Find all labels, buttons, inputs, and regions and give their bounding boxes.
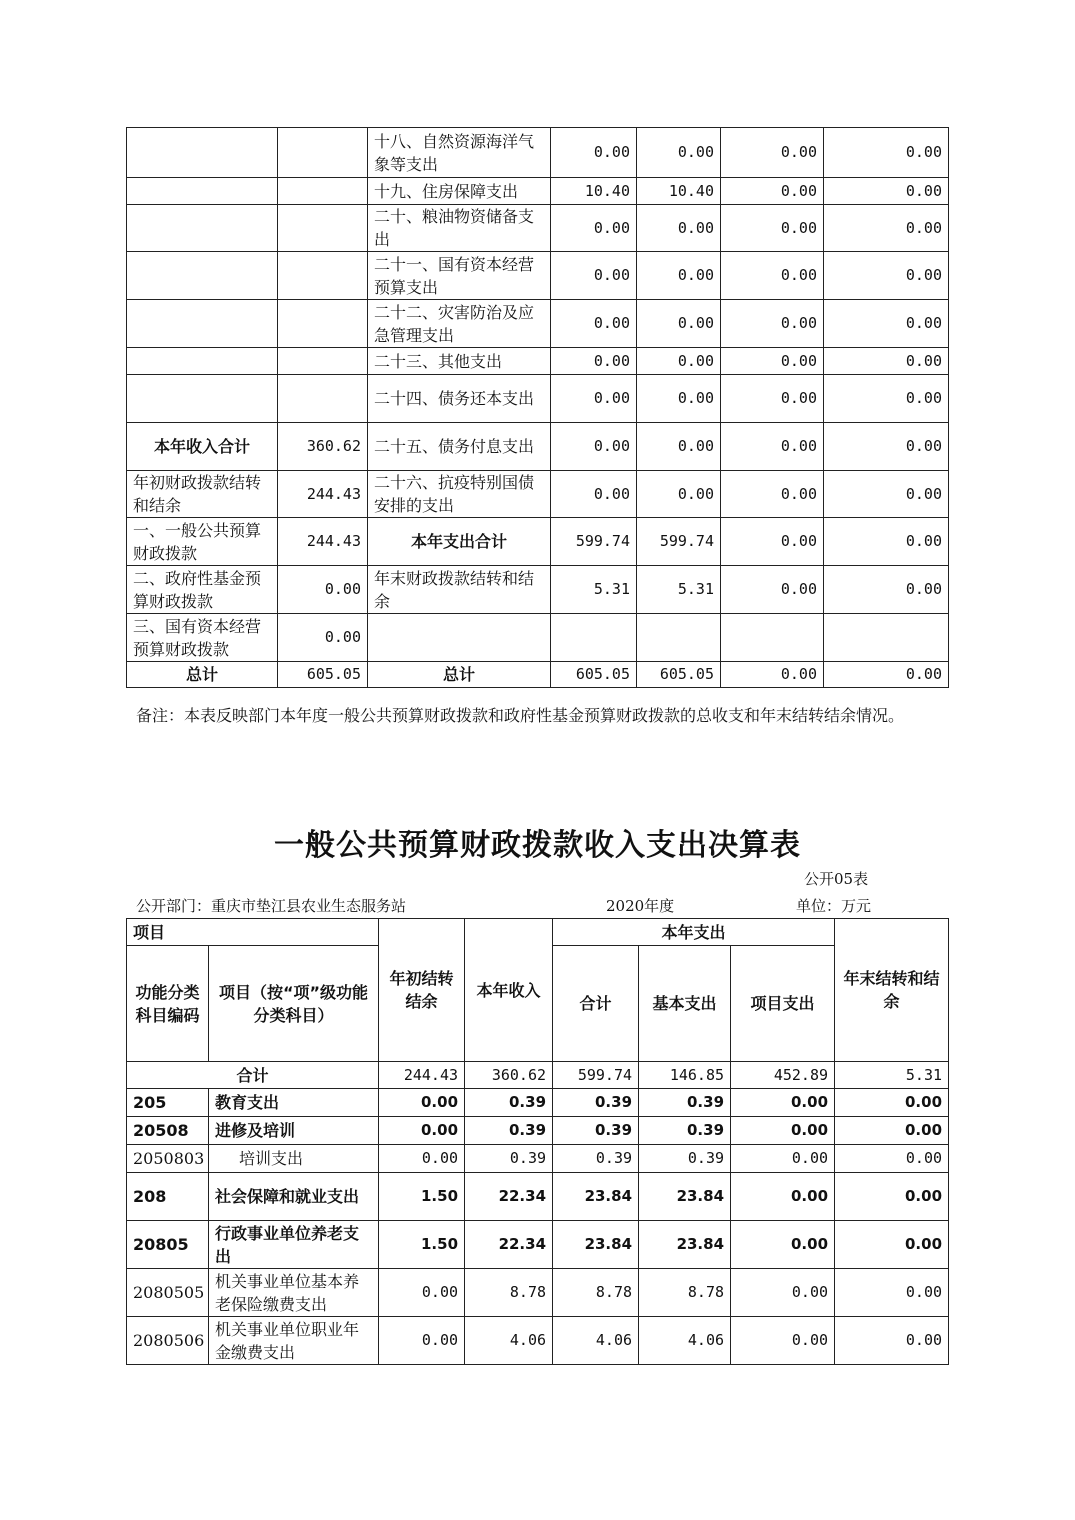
header-begin-balance: 年初结转结余 — [379, 919, 465, 1062]
function-code-cell: 205 — [127, 1089, 209, 1117]
header-income: 本年收入 — [465, 919, 553, 1062]
table-row — [127, 1317, 949, 1365]
value-cell: 0.00 — [721, 662, 824, 688]
value-cell: 0.00 — [721, 566, 824, 614]
value-cell: 605.05 — [551, 662, 637, 688]
expense-item-cell: 二十一、国有资本经营预算支出 — [368, 252, 551, 300]
value-cell: 0.00 — [731, 1117, 835, 1145]
value-cell: 0.00 — [721, 205, 824, 252]
value-cell: 0.00 — [721, 423, 824, 471]
revenue-item-cell — [127, 205, 278, 252]
value-cell: 146.85 — [639, 1062, 731, 1089]
table-row — [127, 1145, 949, 1173]
expense-item-cell: 二十五、债务付息支出 — [368, 423, 551, 471]
value-cell: 0.00 — [637, 423, 721, 471]
function-name-cell: 教育支出 — [209, 1089, 379, 1117]
value-cell: 0.00 — [551, 348, 637, 375]
revenue-amount-cell — [278, 178, 368, 205]
table-row — [127, 1269, 949, 1317]
general-budget-table — [126, 918, 949, 1365]
function-code-cell: 2050803 — [127, 1145, 209, 1173]
value-cell: 452.89 — [731, 1062, 835, 1089]
value-cell: 0.00 — [721, 471, 824, 518]
value-cell: 0.00 — [637, 375, 721, 423]
header-basic-expenditure: 基本支出 — [639, 946, 731, 1062]
revenue-amount-cell: 0.00 — [278, 614, 368, 662]
revenue-item-cell: 二、政府性基金预算财政拨款 — [127, 566, 278, 614]
value-cell: 0.00 — [379, 1317, 465, 1365]
value-cell: 0.00 — [551, 128, 637, 178]
revenue-amount-cell — [278, 205, 368, 252]
table-row — [127, 614, 949, 662]
expense-item-cell: 二十、粮油物资储备支出 — [368, 205, 551, 252]
value-cell: 599.74 — [551, 518, 637, 566]
value-cell: 23.84 — [639, 1173, 731, 1221]
expense-item-cell: 总计 — [368, 662, 551, 688]
value-cell: 0.39 — [553, 1145, 639, 1173]
income-expense-summary-table — [126, 127, 949, 688]
expense-item-cell: 二十三、其他支出 — [368, 348, 551, 375]
header-function-name: 项目（按“项”级功能分类科目） — [209, 946, 379, 1062]
revenue-amount-cell: 244.43 — [278, 471, 368, 518]
value-cell: 360.62 — [465, 1062, 553, 1089]
value-cell: 0.00 — [835, 1317, 949, 1365]
year-label: 2020年度 — [606, 897, 675, 915]
value-cell: 0.00 — [835, 1117, 949, 1145]
table-row — [127, 423, 949, 471]
value-cell: 0.00 — [824, 471, 949, 518]
value-cell: 0.00 — [637, 348, 721, 375]
value-cell: 8.78 — [553, 1269, 639, 1317]
value-cell: 23.84 — [639, 1221, 731, 1269]
header-expenditure-group: 本年支出 — [553, 919, 835, 946]
header-function-code: 功能分类科目编码 — [127, 946, 209, 1062]
header-total: 合计 — [553, 946, 639, 1062]
revenue-item-cell — [127, 375, 278, 423]
header-end-balance: 年末结转和结余 — [835, 919, 949, 1062]
value-cell: 0.00 — [637, 471, 721, 518]
table-row — [127, 471, 949, 518]
table-row — [127, 1089, 949, 1117]
value-cell: 0.00 — [551, 375, 637, 423]
function-name-cell: 培训支出 — [209, 1145, 379, 1173]
table-row — [127, 300, 949, 348]
value-cell: 22.34 — [465, 1221, 553, 1269]
table-row — [127, 178, 949, 205]
unit-label: 单位：万元 — [796, 897, 872, 915]
revenue-amount-cell — [278, 375, 368, 423]
value-cell: 0.39 — [553, 1117, 639, 1145]
value-cell: 0.00 — [835, 1089, 949, 1117]
value-cell — [637, 614, 721, 662]
value-cell: 0.00 — [551, 300, 637, 348]
value-cell: 0.00 — [379, 1269, 465, 1317]
expense-item-cell — [368, 614, 551, 662]
value-cell: 0.00 — [637, 128, 721, 178]
revenue-amount-cell — [278, 348, 368, 375]
value-cell: 10.40 — [551, 178, 637, 205]
value-cell: 0.00 — [637, 252, 721, 300]
function-code-cell: 20805 — [127, 1221, 209, 1269]
table-row — [127, 128, 949, 178]
value-cell: 5.31 — [637, 566, 721, 614]
department-label: 公开部门：重庆市垫江县农业生态服务站 — [136, 897, 407, 915]
function-name-cell: 机关事业单位基本养老保险缴费支出 — [209, 1269, 379, 1317]
value-cell: 0.00 — [731, 1269, 835, 1317]
value-cell: 0.00 — [824, 128, 949, 178]
revenue-item-cell: 三、国有资本经营预算财政拨款 — [127, 614, 278, 662]
revenue-item-cell — [127, 300, 278, 348]
value-cell: 0.00 — [551, 423, 637, 471]
page-title: 一般公共预算财政拨款收入支出决算表 — [274, 828, 801, 863]
sum-label: 合计 — [127, 1062, 379, 1089]
value-cell: 0.00 — [731, 1317, 835, 1365]
table-row — [127, 1173, 949, 1221]
value-cell: 0.00 — [379, 1089, 465, 1117]
value-cell: 4.06 — [553, 1317, 639, 1365]
header-project-expenditure: 项目支出 — [731, 946, 835, 1062]
value-cell: 0.00 — [731, 1221, 835, 1269]
value-cell: 0.00 — [721, 252, 824, 300]
table-note: 备注：本表反映部门本年度一般公共预算财政拨款和政府性基金预算财政拨款的总收支和年末结转结余情况。 — [136, 706, 905, 725]
value-cell: 0.00 — [721, 300, 824, 348]
function-name-cell: 社会保障和就业支出 — [209, 1173, 379, 1221]
function-code-cell: 208 — [127, 1173, 209, 1221]
expense-item-cell: 二十六、抗疫特别国债安排的支出 — [368, 471, 551, 518]
revenue-amount-cell: 360.62 — [278, 423, 368, 471]
value-cell: 8.78 — [465, 1269, 553, 1317]
value-cell: 8.78 — [639, 1269, 731, 1317]
value-cell — [551, 614, 637, 662]
value-cell: 0.00 — [721, 348, 824, 375]
expense-item-cell: 本年支出合计 — [368, 518, 551, 566]
value-cell: 0.39 — [465, 1089, 553, 1117]
table-row — [127, 1221, 949, 1269]
value-cell: 0.00 — [379, 1117, 465, 1145]
value-cell: 10.40 — [637, 178, 721, 205]
value-cell: 0.39 — [465, 1117, 553, 1145]
value-cell: 0.00 — [835, 1221, 949, 1269]
value-cell: 0.00 — [835, 1173, 949, 1221]
value-cell: 4.06 — [465, 1317, 553, 1365]
function-name-cell: 机关事业单位职业年金缴费支出 — [209, 1317, 379, 1365]
value-cell: 0.00 — [721, 128, 824, 178]
table-row — [127, 566, 949, 614]
value-cell: 5.31 — [551, 566, 637, 614]
table-row — [127, 375, 949, 423]
value-cell: 1.50 — [379, 1221, 465, 1269]
function-name-cell: 行政事业单位养老支出 — [209, 1221, 379, 1269]
table-row — [127, 205, 949, 252]
value-cell: 0.00 — [721, 518, 824, 566]
value-cell: 0.00 — [731, 1173, 835, 1221]
value-cell: 0.00 — [835, 1145, 949, 1173]
value-cell: 599.74 — [553, 1062, 639, 1089]
value-cell: 0.00 — [379, 1145, 465, 1173]
revenue-item-cell: 本年收入合计 — [127, 423, 278, 471]
value-cell: 1.50 — [379, 1173, 465, 1221]
expense-item-cell: 二十二、灾害防治及应急管理支出 — [368, 300, 551, 348]
revenue-item-cell: 一、一般公共预算财政拨款 — [127, 518, 278, 566]
header-row — [127, 919, 949, 946]
value-cell: 22.34 — [465, 1173, 553, 1221]
value-cell: 0.00 — [721, 178, 824, 205]
value-cell: 0.00 — [824, 348, 949, 375]
revenue-item-cell — [127, 348, 278, 375]
expense-item-cell: 年末财政拨款结转和结余 — [368, 566, 551, 614]
function-code-cell: 2080506 — [127, 1317, 209, 1365]
revenue-amount-cell: 605.05 — [278, 662, 368, 688]
expense-item-cell: 十八、自然资源海洋气象等支出 — [368, 128, 551, 178]
value-cell: 0.00 — [824, 300, 949, 348]
value-cell: 0.00 — [824, 375, 949, 423]
table-row — [127, 662, 949, 688]
revenue-amount-cell — [278, 252, 368, 300]
revenue-item-cell: 总计 — [127, 662, 278, 688]
sum-row — [127, 1062, 949, 1089]
value-cell: 0.39 — [465, 1145, 553, 1173]
value-cell: 0.00 — [824, 205, 949, 252]
value-cell: 0.39 — [639, 1117, 731, 1145]
value-cell: 0.00 — [637, 300, 721, 348]
table-code: 公开05表 — [804, 870, 869, 888]
revenue-item-cell: 年初财政拨款结转和结余 — [127, 471, 278, 518]
revenue-item-cell — [127, 252, 278, 300]
value-cell — [721, 614, 824, 662]
revenue-amount-cell — [278, 128, 368, 178]
value-cell: 0.00 — [551, 471, 637, 518]
value-cell: 4.06 — [639, 1317, 731, 1365]
value-cell: 244.43 — [379, 1062, 465, 1089]
value-cell: 0.00 — [824, 662, 949, 688]
table-row — [127, 348, 949, 375]
function-name-cell: 进修及培训 — [209, 1117, 379, 1145]
table-row — [127, 252, 949, 300]
table-row — [127, 1117, 949, 1145]
value-cell: 0.00 — [824, 423, 949, 471]
value-cell: 23.84 — [553, 1221, 639, 1269]
expense-item-cell: 二十四、债务还本支出 — [368, 375, 551, 423]
function-code-cell: 20508 — [127, 1117, 209, 1145]
revenue-item-cell — [127, 128, 278, 178]
value-cell: 605.05 — [637, 662, 721, 688]
value-cell: 5.31 — [835, 1062, 949, 1089]
value-cell: 0.00 — [824, 252, 949, 300]
value-cell: 0.00 — [721, 375, 824, 423]
value-cell: 0.00 — [551, 252, 637, 300]
value-cell: 0.00 — [731, 1089, 835, 1117]
revenue-item-cell — [127, 178, 278, 205]
value-cell: 0.39 — [639, 1089, 731, 1117]
value-cell: 23.84 — [553, 1173, 639, 1221]
value-cell: 0.39 — [639, 1145, 731, 1173]
revenue-amount-cell: 0.00 — [278, 566, 368, 614]
value-cell: 0.00 — [824, 566, 949, 614]
value-cell: 0.00 — [731, 1145, 835, 1173]
value-cell: 0.00 — [824, 518, 949, 566]
value-cell: 0.00 — [824, 178, 949, 205]
function-code-cell: 2080505 — [127, 1269, 209, 1317]
value-cell: 599.74 — [637, 518, 721, 566]
value-cell — [824, 614, 949, 662]
table-row — [127, 518, 949, 566]
value-cell: 0.00 — [551, 205, 637, 252]
revenue-amount-cell — [278, 300, 368, 348]
header-project: 项目 — [127, 919, 379, 946]
value-cell: 0.00 — [637, 205, 721, 252]
revenue-amount-cell: 244.43 — [278, 518, 368, 566]
value-cell: 0.00 — [835, 1269, 949, 1317]
expense-item-cell: 十九、住房保障支出 — [368, 178, 551, 205]
value-cell: 0.39 — [553, 1089, 639, 1117]
